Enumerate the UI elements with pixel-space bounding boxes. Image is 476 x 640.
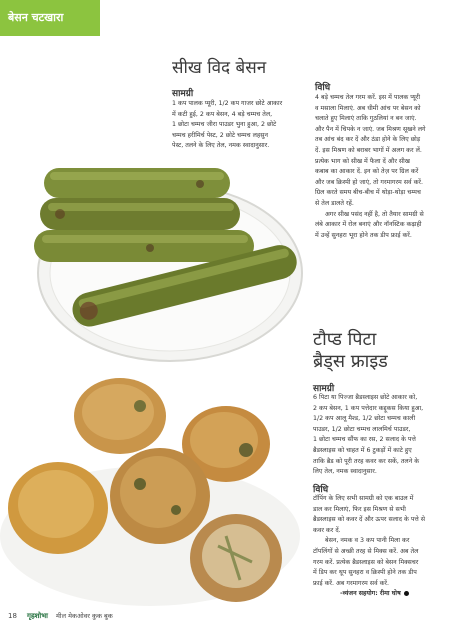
ingredient-line: में कटी हुई, 2 कप बेसन, 4 बड़े चम्मच तेल, bbox=[172, 110, 273, 118]
method-line: दें. इस मिश्रण को बराबर भागों में अलग कर लें. bbox=[315, 146, 422, 154]
pita-fritters-photo bbox=[0, 366, 308, 610]
method-line: ग्रिल करते समय बीच-बीच में थोड़ा-थोड़ा चम्मच bbox=[315, 189, 421, 197]
recipe1-method bbox=[315, 93, 465, 241]
method-line: कवर कर दें. bbox=[313, 526, 341, 534]
method-line: प्रत्येक भाग को सीख में फैला दें और सीख bbox=[315, 157, 410, 165]
ingredient-line: पाउडर, 1/2 छोटा चम्मच लालमिर्च पाउडर, bbox=[313, 425, 411, 433]
recipe1-title: सीख विद बेसन bbox=[172, 58, 267, 78]
method-line: लंबे आकार में रोल बनाएं और नॉनस्टिक कढ़ाही bbox=[315, 221, 422, 229]
method-line: चलाते हुए मिलाएं ताकि गुठलियां न बन जाएं. bbox=[315, 115, 417, 123]
ingredient-line: 6 पिटा या पिज्जा ब्रैडस्लाइस छोटे आकार को, bbox=[313, 394, 418, 401]
ingredient-line: चम्मच हरीमिर्च पेस्ट, 2 छोटे चम्मच लहसुन bbox=[172, 131, 269, 139]
method-line: से तेल डालते रहें. bbox=[315, 199, 354, 207]
method-line: कबाब का आकार दें. इन को तेज़ पर ग्रिल करें bbox=[315, 168, 419, 176]
footer bbox=[8, 611, 113, 621]
recipe2-method-heading: विधि bbox=[313, 485, 329, 495]
method-line: बेसन, नमक व 3 कप पानी मिला कर bbox=[325, 537, 410, 545]
brand-logo: गृहशोभा bbox=[27, 612, 48, 620]
ingredient-line: 1 छोटा चम्मच जीरा पाउडर भुना हुआ, 2 छोटे bbox=[172, 121, 277, 129]
recipe1-method-heading: विधि bbox=[315, 83, 331, 93]
ingredient-line: 1 कप पालक प्यूरी, 1/2 कप गाजर छोटे आकार bbox=[172, 100, 283, 107]
recipe-credit-line bbox=[340, 589, 409, 600]
seekh-kebab-photo bbox=[0, 148, 310, 368]
method-line: गरम करें. प्रत्येक ब्रैडस्लाइस को बेसन मिक्सचर bbox=[313, 558, 419, 566]
recipe2-title-line2: ब्रैड्स फ्राइड bbox=[313, 351, 388, 372]
ingredient-line: पेस्ट, तलने के लिए तेल, नमक स्वादानुसार. bbox=[172, 142, 270, 150]
ingredient-line: ताकि ब्रैड को पूरी तरह कवर कर सकें, तलने के bbox=[313, 457, 420, 465]
section-header-band bbox=[0, 0, 100, 36]
ingredient-line: ब्रैडस्लाइस को चाहत में 6 टुकड़ों में काटे हुए bbox=[313, 446, 412, 454]
method-line: ब्रैडस्लाइस को कवर दें और ऊपर सलाद के पत्ते से bbox=[313, 516, 426, 524]
method-line: में डिप कर थूप सुनहरा व क्रिस्पी होने तक डीप bbox=[313, 569, 417, 577]
bullet-icon bbox=[404, 591, 409, 596]
method-line: डाल कर मिलाएं, फिर इस मिश्रण से सभी bbox=[313, 505, 406, 513]
ingredient-line: 1/2 कप आलू मैश्ड, 1/2 छोटा चम्मच काली bbox=[313, 415, 416, 423]
method-line: व मसाला मिलाएं. अब धीमी आंच पर बेसन को bbox=[315, 104, 421, 112]
method-line: और पैन में चिपके न जाएं. जब मिश्रण सूखने लगे bbox=[315, 125, 426, 133]
method-line: में उन्हें सुनहरा भूरा होने तक डीप फ्राई करें. bbox=[315, 231, 412, 239]
recipe-credit: -व्यंजन सहयोग: रीमा घोष bbox=[340, 590, 401, 597]
recipe2-title-line1: टौप्ड पिटा bbox=[313, 329, 377, 350]
ingredient-line: 1 छोटा चम्मच सौंफ का रस, 2 सलाद के पत्ते bbox=[313, 436, 416, 444]
method-line: फ्राई करें. अब गरमागरम सर्व करें. bbox=[313, 579, 389, 587]
section-label: बेसन चटखारा bbox=[8, 11, 64, 24]
recipe2-ingredients bbox=[313, 393, 465, 478]
method-line: अगर सीख पसंद नहीं है, तो तैयार सामग्री से bbox=[325, 210, 424, 218]
recipe2-ingredients-heading: सामग्री bbox=[313, 384, 335, 394]
recipe1-ingredients-heading: सामग्री bbox=[172, 89, 194, 99]
book-subtitle: मील मेकओवर कुक बुक bbox=[56, 612, 113, 620]
recipe2-method bbox=[313, 494, 465, 589]
method-line: तब आंच बंद कर दें और ठंडा होने के लिए छोड़ bbox=[315, 136, 421, 144]
method-line: टॉपलिंगों से अच्छी तरह से मिक्स करें. अब तेल bbox=[313, 547, 419, 555]
ingredient-line: लिए तेल, नमक स्वादानुसार. bbox=[313, 468, 377, 476]
ingredient-line: 2 कप बेसन, 1 कप पत्तेदार कद्दूकस किया हुआ, bbox=[313, 404, 424, 412]
page-number: 18 bbox=[8, 612, 17, 620]
method-line: और जब क्रिस्पी हो जाएं, तो गरमागरम सर्व करें. bbox=[315, 178, 423, 186]
method-line: टॉपिंग के लिए सभी सामग्री को एक बाउल में bbox=[313, 495, 414, 502]
recipe1-ingredients bbox=[172, 99, 312, 152]
method-line: 4 बड़े चम्मच तेल गरम करें. इस में पालक प्यूरी bbox=[315, 94, 420, 101]
